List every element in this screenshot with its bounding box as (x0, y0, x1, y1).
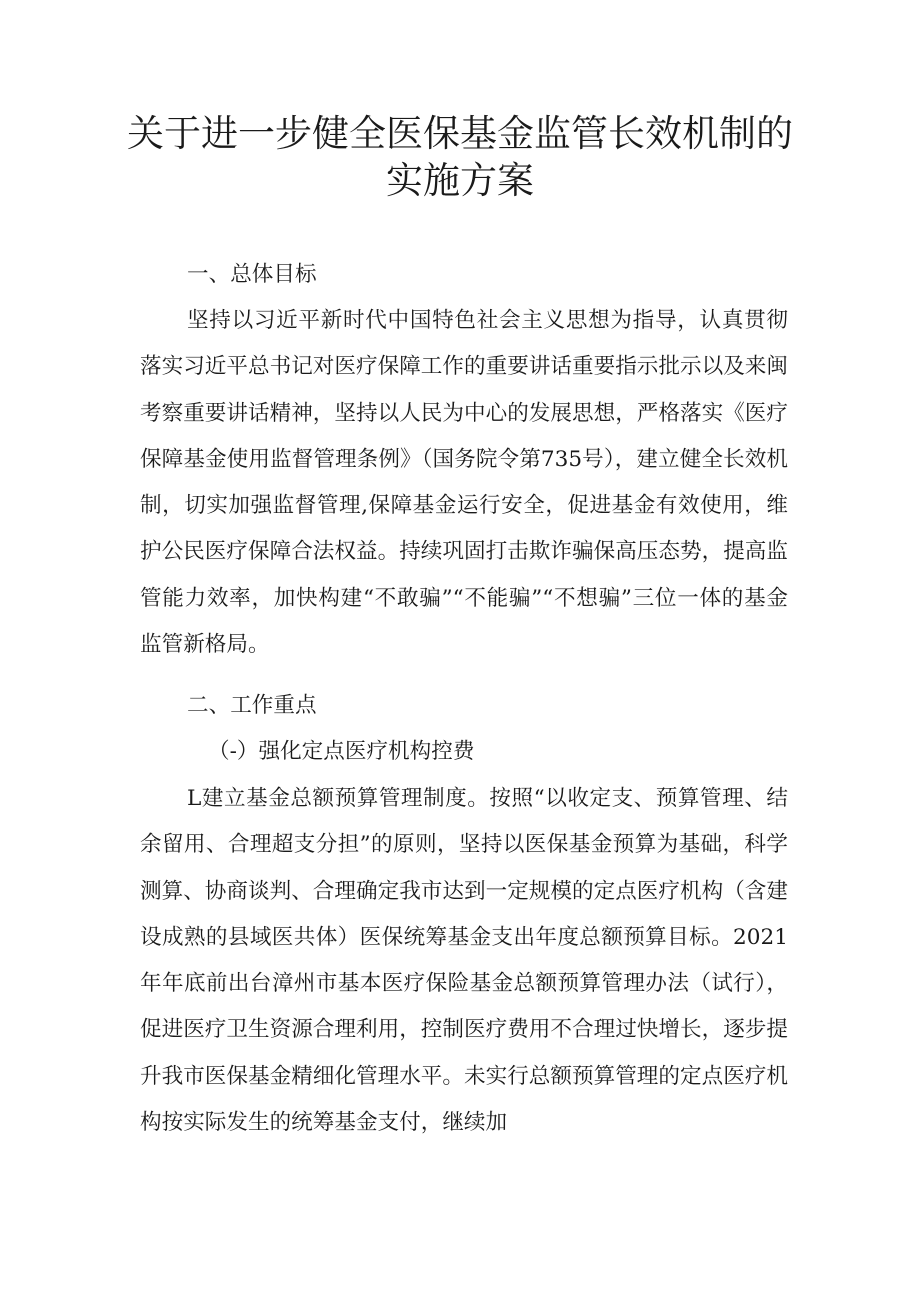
section-heading-overall-goals: 一、总体目标 (187, 262, 317, 287)
item1-paragraph: L建立基金总额预算管理制度。按照“以收定支、预算管理、结余留用、合理超支分担”的原则，坚持以医保基金预算为基础，科学测算、协商谈判、合理确定我市达到一定规模的定点医疗机构（含建设成熟的县域医共体）医保统筹基金支出年度总额预算目标。2021年年底前出台漳州市基本医疗保险基金总额预算管理办法（试行），促进医疗卫生资源合理利用，控制医疗费用不合理过快增长，逐步提升我市医保基金精细化管理水平。未实行总额预算管理的定点医疗机构按实际发生的统筹基金支付，继续加 (140, 786, 788, 1136)
section-heading-work-focus: 二、工作重点 (187, 693, 317, 718)
document-title-line-1: 关于进一步健全医保基金监管长效机制的 (127, 112, 793, 155)
subsection-heading-cost-control: （-）强化定点医疗机构控费 (208, 739, 475, 764)
section1-paragraph: 坚持以习近平新时代中国特色社会主义思想为指导，认真贯彻落实习近平总书记对医疗保障工作的重要讲话重要指示批示以及来闽考察重要讲话精神，坚持以人民为中心的发展思想，严格落实《医疗保障基金使用监督管理条例》（国务院令第735号），建立健全长效机制，切实加强监督管理,保障基金运行安全，促进基金有效使用，维护公民医疗保障合法权益。持续巩固打击欺诈骗保高压态势，提高监管能力效率，加快构建“不敢骗”“不能骗”“不想骗”三位一体的基金监管新格局。 (140, 308, 788, 658)
document-title-line-2: 实施方案 (386, 159, 534, 202)
